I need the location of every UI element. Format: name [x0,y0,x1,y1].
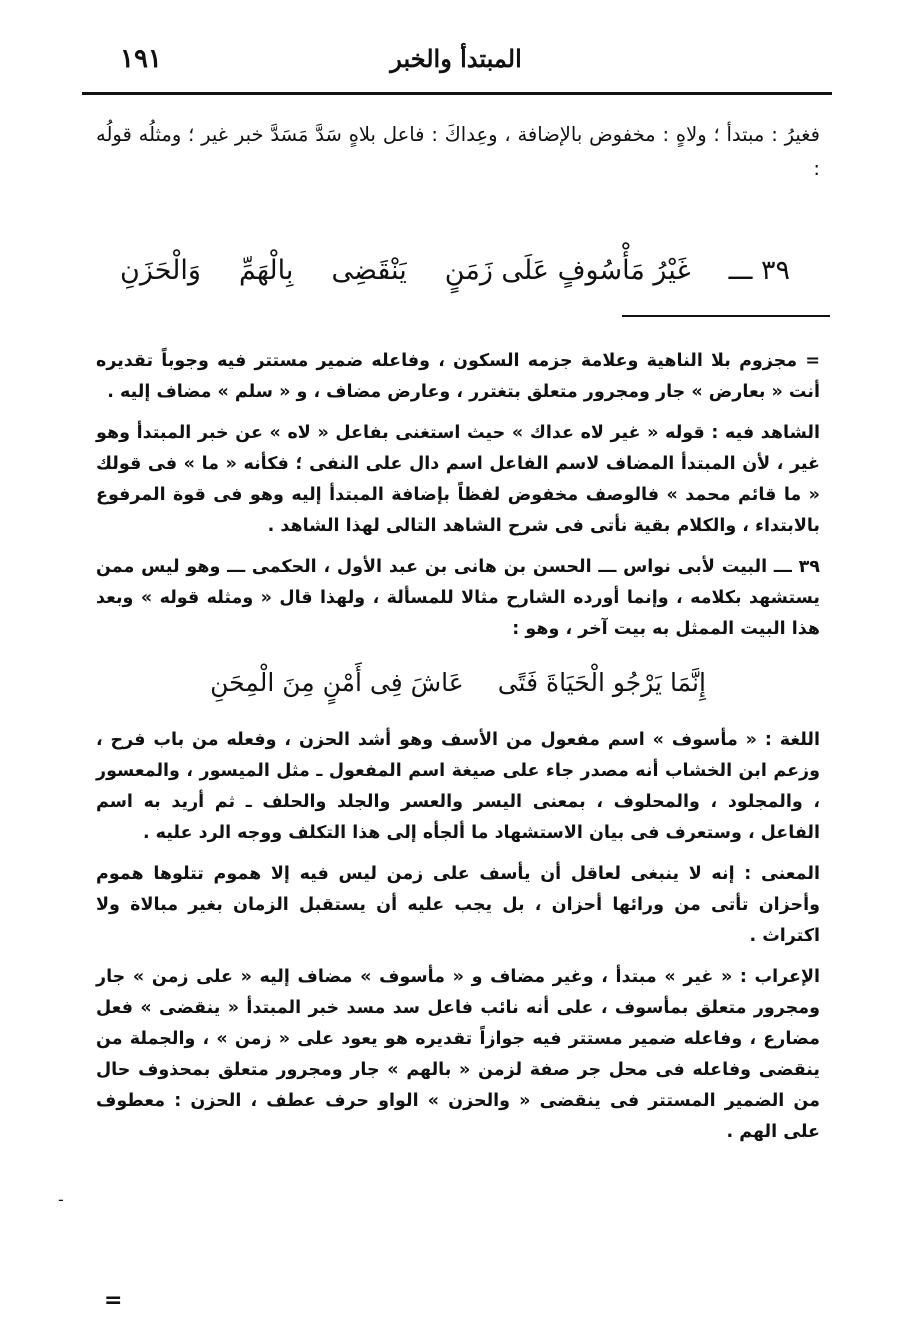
quoted-verse-left: عَاشَ فِى أَمْنٍ مِنَ الْمِحَنِ [210,667,464,697]
footnote-continuation [96,346,820,408]
page-header [80,28,832,90]
footnote-separator [622,315,830,317]
verse-word-bilhamm: بِالْهَمِّ [239,254,294,286]
quoted-verse-right: إِنَّمَا يَرْجُو الْحَيَاةَ فَتًى [497,667,706,697]
running-title: المبتدأ والخبر [390,44,522,73]
body-paragraph: فغيرُ : مبتدأ ؛ ولاهٍ : مخفوض بالإضافة ، وعِداكَ : فاعل بلاهٍ سَدَّ مَسَدَّ خبر غير ؛ ومثلُه قولُه : [96,123,820,180]
margin-mark: - [58,1190,64,1209]
footnote-maana: المعنى : إنه لا ينبغى لعاقل أن يأسف على زمن ليس فيه إلا هموم تتلوها هموم وأحزان تأتى من ورائها أحزان ، بل يجب عليه أن يستقبل الزمان بغير مبالاة ولا اكتراث . [96,864,820,946]
footer-continuation-mark: = [104,1288,123,1313]
footnote-lugha: اللغة : « مأسوف » اسم مفعول من الأسف وهو أشد الحزن ، وفعله من باب فرح ، وزعم ابن الخشاب أنه مصدر جاء على صيغة اسم المفعول ـ مثل الميسور ، والمعسور ، والمجلود ، والمحلوف ، بمعنى اليسر والعسر والجلد والحلف ـ ثم أريد به اسم الفاعل ، وستعرف فى بيان الاستشهاد ما ألجأه إلى هذا التكلف ووجه الرد عليه . [96,730,820,843]
footnote-irab: الإعراب : « غير » مبتدأ ، وغير مضاف و « مأسوف » مضاف إليه « على زمن » جار ومجرور متعلق بمأسوف ، على أنه نائب فاعل سد مسد خبر المبتدأ « ينقضى » فعل مضارع ، وفاعله ضمير مستتر فيه جوازاً تقديره هو يعود على « زمن » ، والجملة من ينقضى وفاعله فى محل جر صفة لزمن « بالهم » جار ومجرور متعلق بمحذوف حال من الضمير المستتر فى ينقضى « والحزن » الواو حرف عطف ، الحزن : معطوف على الهم . [96,967,820,1142]
page-number: ١٩١ [120,44,162,74]
footnotes [96,346,820,1158]
main-text [96,118,820,186]
footnote-shahid: الشاهد فيه : قوله « غير لاه عداك » حيث استغنى بفاعل « لاه » عن خبر المبتدأ وهو غير ، لأن المبتدأ المضاف لاسم الفاعل اسم دال على النفى ؛ فكأنه « ما » فى قولك « ما قائم محمد » فالوصف مخفوض لفظاً بإضافة المبتدأ إليه وهو فى قوة المرفوع بالابتداء ، والكلام بقية نأتى فى شرح الشاهد التالى لهذا الشاهد . [96,423,820,536]
verse-word-yanqadi: يَنْقَضِى [331,254,407,286]
verse-word-walhazan: وَالْحَزَنِ [120,254,201,286]
header-rule [82,92,832,95]
verse-hemistich-right: غَيْرُ مَأْسُوفٍ عَلَى زَمَنٍ [444,254,691,286]
continuation-mark: = [805,351,820,371]
quoted-verse [96,651,820,713]
verse-number: ٣٩ ـــ [728,254,790,286]
footnote-39: ٣٩ ـــ البيت لأبى نواس ـــ الحسن بن هانى بن عبد الأول ، الحكمى ـــ وهو ليس ممن يستشهد بكلامه ، وإنما أورده الشارح مثالا للمسألة ، ولهذا قال « ومثله قوله » وبعد هذا البيت الممثل به بيت آخر ، وهو : [96,557,820,639]
footnote-continuation-text: مجزوم بلا الناهية وعلامة جزمه السكون ، وفاعله ضمير مستتر فيه وجوباً تقديره أنت « بعارض » جار ومجرور متعلق بتغترر ، وعارض مضاف ، و « سلم » مضاف إليه . [96,351,820,402]
verse-39 [120,245,790,295]
